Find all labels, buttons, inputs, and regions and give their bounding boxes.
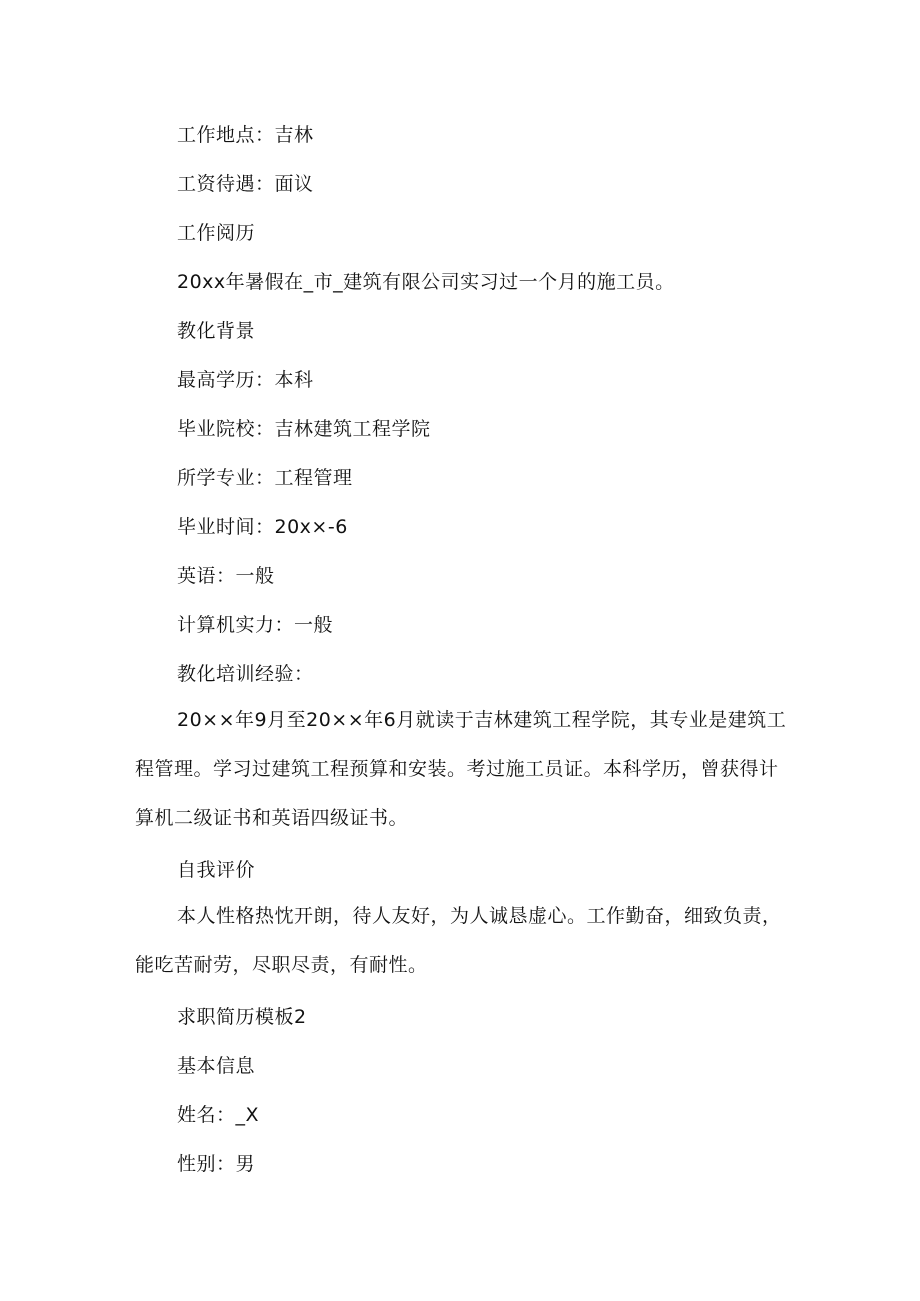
- training-paragraph: 20××年9月至20××年6月就读于吉林建筑工程学院，其专业是建筑工程管理。学习过建筑工程预算和安装。考过施工员证。本科学历，曾获得计算机二级证书和英语四级证书。: [135, 709, 787, 829]
- self-evaluation-heading: 自我评价: [177, 859, 256, 881]
- training-heading: 教化培训经验：: [177, 663, 314, 685]
- work-experience-heading: 工作阅历: [177, 222, 256, 244]
- computer-skill: 计算机实力：一般: [177, 614, 334, 636]
- graduate-school: 毕业院校：吉林建筑工程学院: [177, 418, 431, 440]
- template-2-title: 求职简历模板2: [177, 1006, 307, 1028]
- salary: 工资待遇：面议: [177, 173, 314, 195]
- education-heading: 教化背景: [177, 320, 256, 342]
- highest-degree: 最高学历：本科: [177, 369, 314, 391]
- basic-info-heading: 基本信息: [177, 1055, 256, 1077]
- gender-field: 性别：男: [177, 1153, 256, 1175]
- english-level: 英语：一般: [177, 565, 275, 587]
- major: 所学专业：工程管理: [177, 467, 353, 489]
- work-location: 工作地点：吉林: [177, 124, 314, 146]
- name-field: 姓名：_X: [177, 1104, 260, 1126]
- work-experience-text: 20xx年暑假在_市_建筑有限公司实习过一个月的施工员。: [177, 271, 675, 293]
- self-evaluation-paragraph: 本人性格热忱开朗，待人友好，为人诚恳虚心。工作勤奋，细致负责，能吃苦耐劳，尽职尽责，有耐性。: [135, 905, 782, 976]
- graduation-time: 毕业时间：20x×-6: [177, 516, 348, 538]
